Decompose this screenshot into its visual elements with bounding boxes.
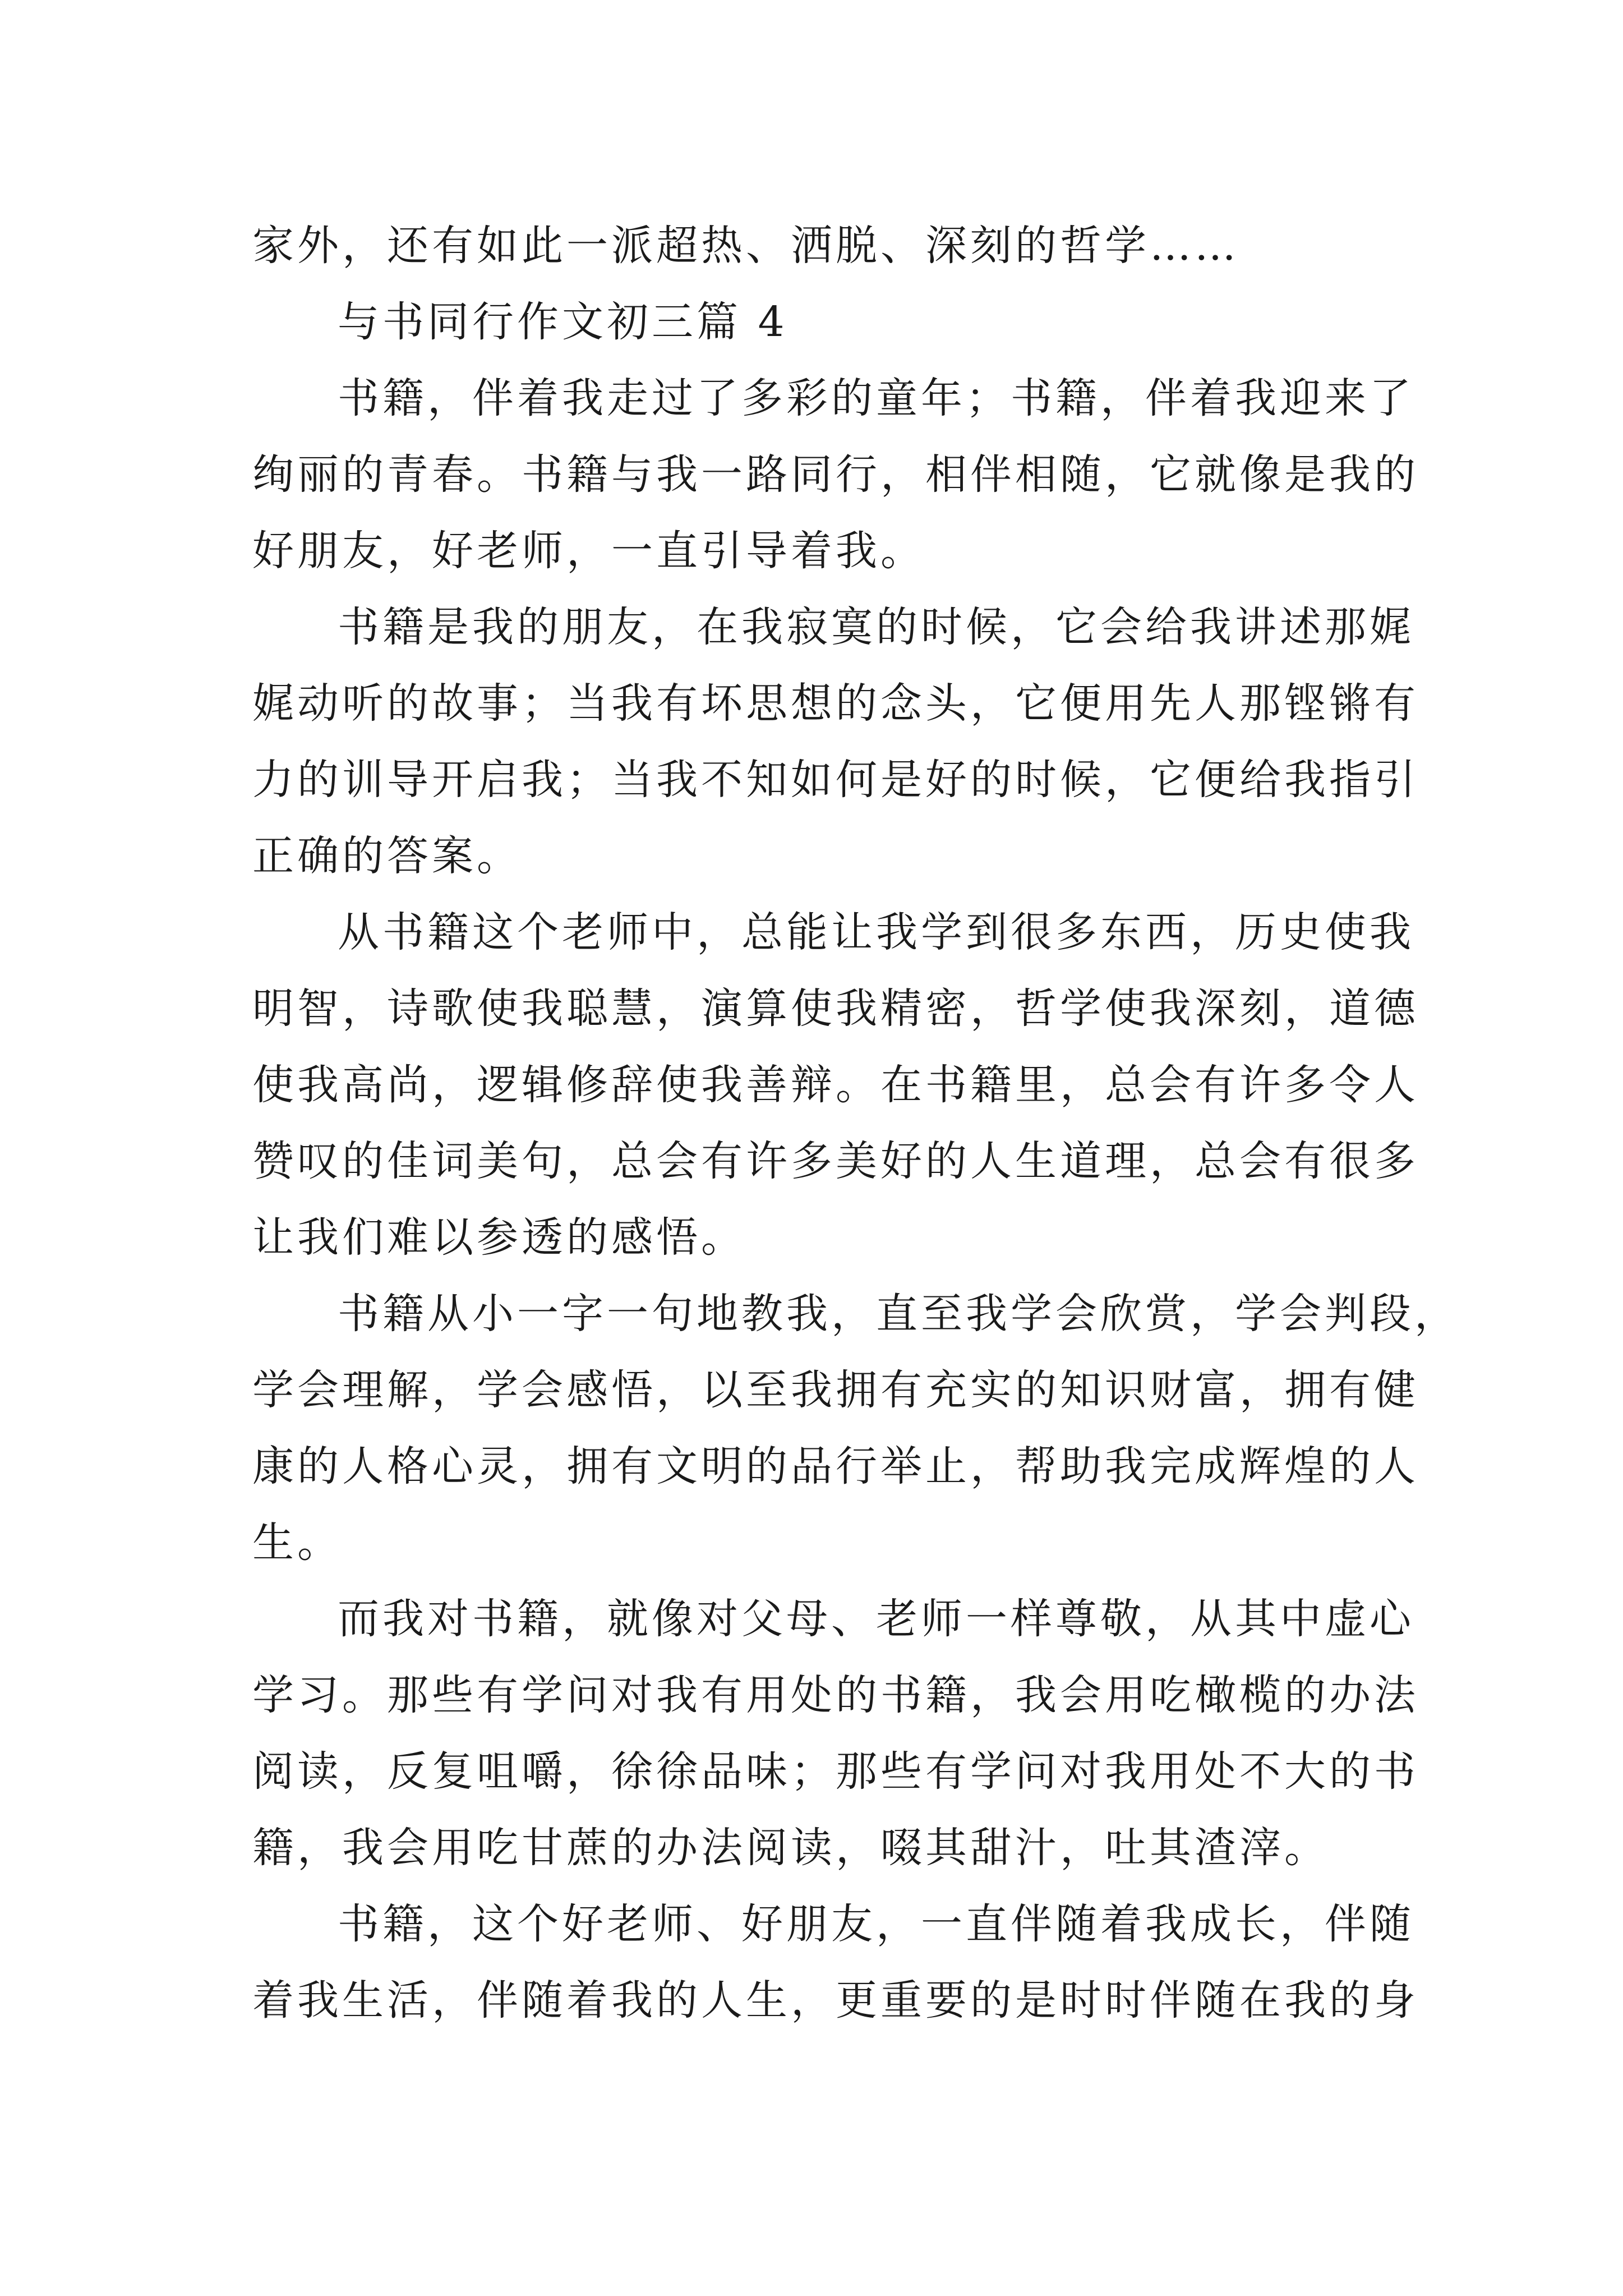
text-line: 书籍是我的朋友，在我寂寞的时候，它会给我讲述那娓 [338,603,1414,651]
text-line: 生。 [252,1519,342,1567]
text-line: 康的人格心灵，拥有文明的品行举止，帮助我完成辉煌的人 [252,1442,1419,1490]
text-line: 明智，诗歌使我聪慧，演算使我精密，哲学使我深刻，道德 [252,984,1419,1033]
document-page [252,208,1459,2039]
text-line: 赞叹的佳词美句，总会有许多美好的人生道理，总会有很多 [252,1137,1419,1185]
text-line: 而我对书籍，就像对父母、老师一样尊敬，从其中虚心 [338,1595,1414,1643]
text-line: 学习。那些有学问对我有用处的书籍，我会用吃橄榄的办法 [252,1671,1419,1719]
text-line: 书籍从小一字一句地教我，直至我学会欣赏，学会判段， [338,1290,1459,1338]
text-line: 从书籍这个老师中，总能让我学到很多东西，历史使我 [338,908,1414,956]
text-line: 好朋友，好老师，一直引导着我。 [252,527,925,575]
text-line: 学会理解，学会感悟，以至我拥有充实的知识财富，拥有健 [252,1366,1419,1414]
text-line: 绚丽的青春。书籍与我一路同行，相伴相随，它就像是我的 [252,450,1419,499]
text-line: 家外，还有如此一派超热、洒脱、深刻的哲学…… [252,222,1239,270]
text-line: 正确的答案。 [252,832,522,880]
text-line: 阅读，反复咀嚼，徐徐品味；那些有学问对我用处不大的书 [252,1747,1419,1796]
text-line: 籍，我会用吃甘蔗的办法阅读，啜其甜汁，吐其渣滓。 [252,1824,1329,1872]
text-line: 让我们难以参透的感悟。 [252,1213,746,1262]
text-line: 使我高尚，逻辑修辞使我善辩。在书籍里，总会有许多令人 [252,1061,1419,1109]
text-line: 书籍，伴着我走过了多彩的童年；书籍，伴着我迎来了 [338,374,1414,422]
document-body [252,208,1459,2039]
text-line: 着我生活，伴随着我的人生，更重要的是时时伴随在我的身 [252,1976,1419,2024]
text-line: 书籍，这个好老师、好朋友，一直伴随着我成长，伴随 [338,1900,1414,1948]
text-line: 力的训导开启我；当我不知如何是好的时候，它便给我指引 [252,756,1419,804]
section-heading: 与书同行作文初三篇 4 [338,298,788,346]
text-line: 娓动听的故事；当我有坏思想的念头，它便用先人那铿锵有 [252,679,1419,728]
